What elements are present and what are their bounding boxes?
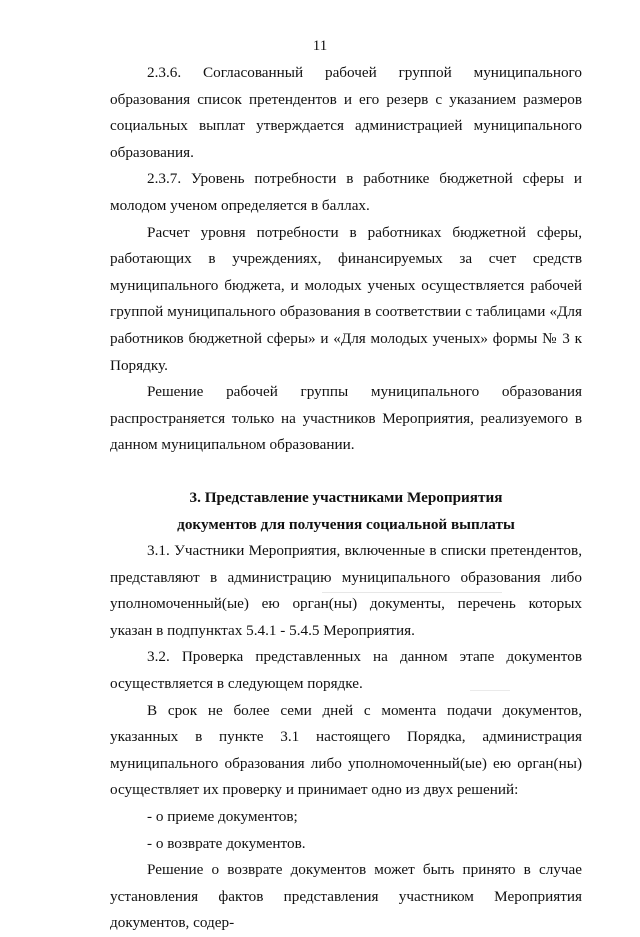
- list-item-return: - о возврате документов.: [147, 834, 306, 852]
- section-heading-line-1: 3. Представление участниками Мероприятия: [189, 488, 503, 506]
- paragraph-review-deadline: В срок не более семи дней с момента подачи документов, указанных в пункте 3.1 настоящего Порядка, администрация муниципального образования либо уполномоченный(ые) ею орган(ны) осуществляет их проверку и принимает одно из двух решений:: [110, 701, 582, 799]
- paragraph-return-decision: Решение о возврате документов может быть принято в случае установления фактов представления участником Мероприятия документов, содер-: [110, 861, 582, 932]
- scan-artifact: [470, 690, 510, 691]
- document-body: [110, 60, 582, 937]
- list-item-accept: - о приеме документов;: [147, 808, 298, 826]
- paragraph-3-2: 3.2. Проверка представленных на данном этапе документов осуществляется в следующем порядке.: [110, 648, 582, 693]
- paragraph-2-3-6: 2.3.6. Согласованный рабочей группой муниципального образования список претендентов и его резерв с указанием размеров социальных выплат утверждается администрацией муниципального образования.: [110, 64, 582, 161]
- paragraph-2-3-7: 2.3.7. Уровень потребности в работнике бюджетной сферы и молодом ученом определяется в баллах.: [110, 170, 582, 214]
- scan-artifact: [322, 592, 502, 593]
- paragraph-decision-scope: Решение рабочей группы муниципального образования распространяется только на участников Мероприятия, реализуемого в данном муниципальном образовании.: [110, 383, 582, 454]
- paragraph-calculation: Расчет уровня потребности в работниках бюджетной сферы, работающих в учреждениях, финансируемых за счет средств муниципального бюджета, и молодых ученых осуществляется рабочей группой муниципального образования в соответствии с таблицами «Для работников бюджетной сферы» и «Для молодых ученых» формы № 3 к Порядку.: [110, 223, 582, 374]
- page-number: 11: [312, 38, 328, 54]
- section-heading-line-2: документов для получения социальной выплаты: [177, 515, 515, 533]
- section-3-heading: [110, 485, 582, 538]
- paragraph-3-1: 3.1. Участники Мероприятия, включенные в списки претендентов, представляют в администрацию муниципального образования либо уполномоченный(ые) ею орган(ны) документы, перечень которых указан в подпунктах 5.4.1 - 5.4.5 Мероприятия.: [110, 542, 582, 639]
